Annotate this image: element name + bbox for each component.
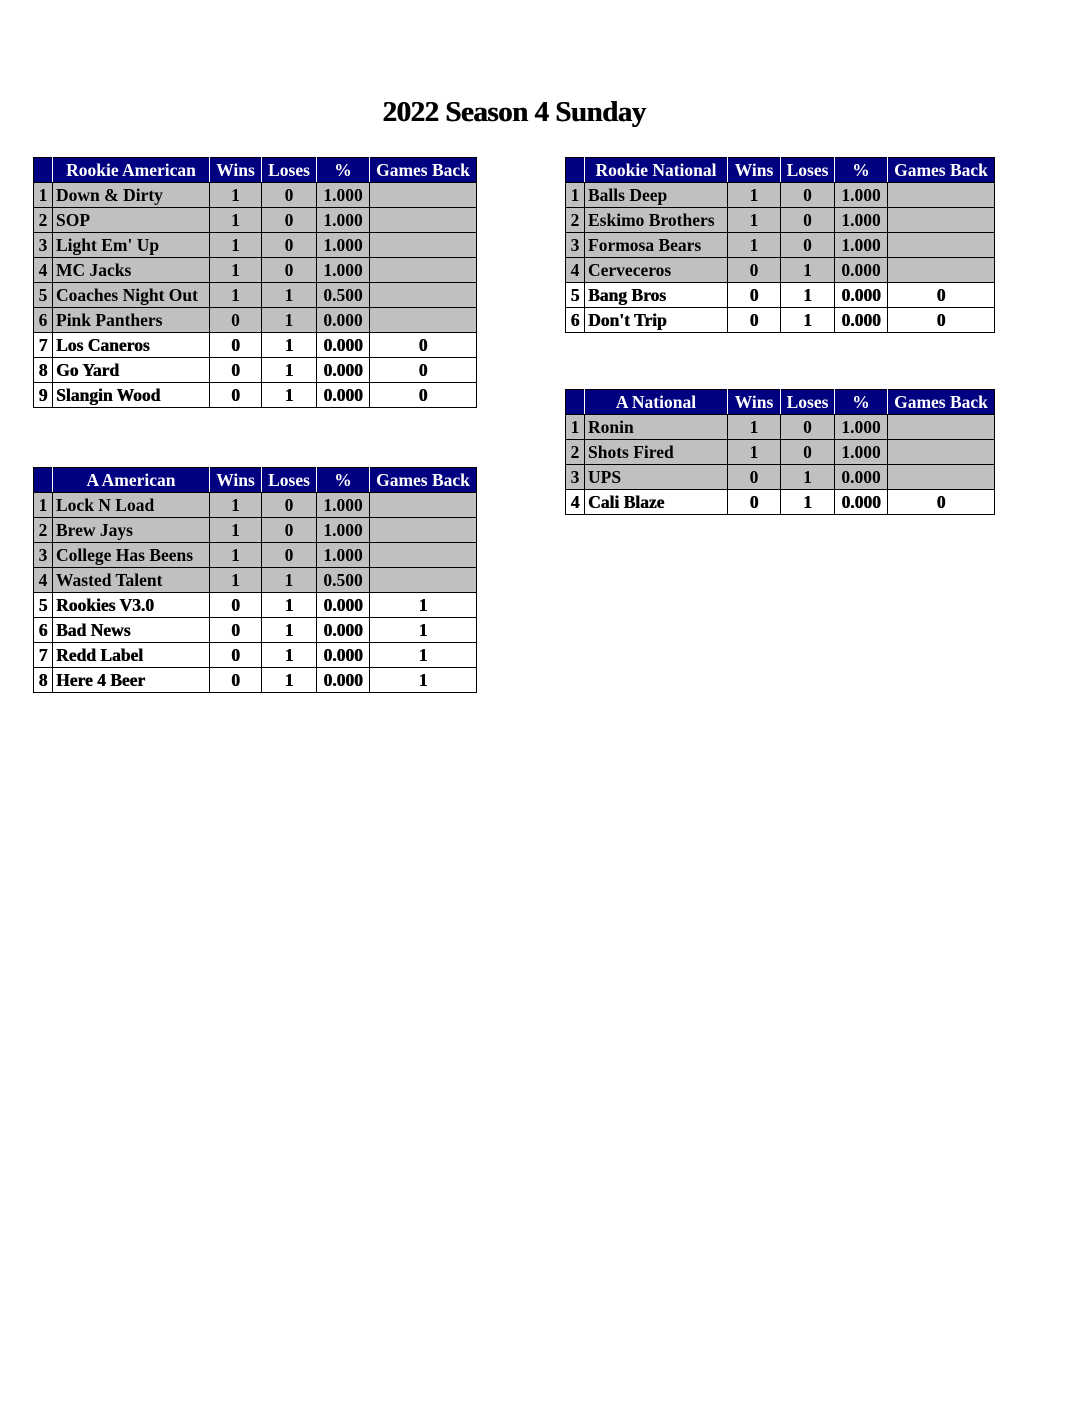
loses-cell: 1 [262, 333, 317, 358]
loses-cell: 0 [262, 258, 317, 283]
table-row [566, 465, 995, 490]
pct-header: % [835, 158, 888, 183]
rank-cell: 1 [34, 493, 53, 518]
rank-cell: 1 [566, 183, 585, 208]
games-back-header: Games Back [370, 158, 477, 183]
pct-cell: 1.000 [317, 518, 370, 543]
loses-cell: 1 [781, 490, 835, 515]
table-row [34, 593, 477, 618]
team-name: College Has Beens [53, 543, 210, 568]
loses-cell: 1 [262, 668, 317, 693]
table-row [34, 258, 477, 283]
loses-cell: 1 [781, 465, 835, 490]
loses-cell: 1 [781, 283, 835, 308]
games-back-cell [370, 258, 477, 283]
wins-cell: 1 [210, 183, 262, 208]
games-back-cell: 0 [370, 358, 477, 383]
table-row [34, 283, 477, 308]
wins-header: Wins [210, 158, 262, 183]
team-name: Wasted Talent [53, 568, 210, 593]
rank-cell: 6 [566, 308, 585, 333]
table-row [34, 208, 477, 233]
games-back-cell: 0 [888, 308, 995, 333]
wins-cell: 1 [210, 208, 262, 233]
rank-cell: 1 [34, 183, 53, 208]
rank-header [34, 468, 53, 493]
loses-header: Loses [781, 390, 835, 415]
loses-cell: 0 [262, 493, 317, 518]
loses-header: Loses [262, 158, 317, 183]
table-row [34, 543, 477, 568]
rank-cell: 8 [34, 668, 53, 693]
loses-cell: 0 [781, 208, 835, 233]
rank-cell: 2 [566, 440, 585, 465]
pct-cell: 0.000 [835, 283, 888, 308]
table-row [566, 208, 995, 233]
wins-cell: 0 [210, 358, 262, 383]
loses-cell: 1 [262, 358, 317, 383]
wins-cell: 0 [728, 465, 781, 490]
games-back-cell [370, 543, 477, 568]
rank-cell: 3 [566, 465, 585, 490]
division-name: Rookie National [585, 158, 728, 183]
table-row [566, 490, 995, 515]
table-row [34, 568, 477, 593]
games-back-cell [370, 518, 477, 543]
team-name: Here 4 Beer [53, 668, 210, 693]
loses-cell: 1 [262, 593, 317, 618]
table-header-row [34, 468, 477, 493]
pct-cell: 0.000 [835, 490, 888, 515]
division-name: A American [53, 468, 210, 493]
wins-cell: 1 [210, 283, 262, 308]
wins-cell: 0 [210, 618, 262, 643]
rank-cell: 6 [34, 618, 53, 643]
team-name: Slangin Wood [53, 383, 210, 408]
team-name: Light Em' Up [53, 233, 210, 258]
pct-cell: 0.000 [317, 668, 370, 693]
table-row [566, 233, 995, 258]
loses-cell: 0 [262, 518, 317, 543]
table-row [566, 440, 995, 465]
pct-cell: 0.000 [317, 643, 370, 668]
pct-cell: 1.000 [835, 208, 888, 233]
page-title: 2022 Season 4 Sunday [382, 96, 646, 128]
pct-cell: 0.000 [317, 333, 370, 358]
games-back-cell [370, 233, 477, 258]
wins-cell: 0 [210, 593, 262, 618]
games-back-cell [888, 208, 995, 233]
wins-cell: 0 [210, 308, 262, 333]
team-name: Eskimo Brothers [585, 208, 728, 233]
games-back-cell [370, 183, 477, 208]
wins-cell: 1 [210, 518, 262, 543]
rank-cell: 3 [34, 233, 53, 258]
pct-cell: 0.000 [317, 618, 370, 643]
games-back-cell [370, 208, 477, 233]
pct-cell: 0.000 [835, 258, 888, 283]
games-back-cell [888, 233, 995, 258]
loses-cell: 1 [262, 618, 317, 643]
games-back-cell: 1 [370, 593, 477, 618]
games-back-cell [888, 183, 995, 208]
rank-cell: 9 [34, 383, 53, 408]
rank-cell: 5 [34, 283, 53, 308]
pct-cell: 1.000 [317, 258, 370, 283]
loses-cell: 0 [781, 183, 835, 208]
games-back-cell: 0 [370, 333, 477, 358]
loses-cell: 1 [262, 283, 317, 308]
team-name: Cali Blaze [585, 490, 728, 515]
pct-cell: 0.000 [317, 308, 370, 333]
pct-cell: 1.000 [835, 440, 888, 465]
wins-cell: 1 [210, 543, 262, 568]
team-name: Rookies V3.0 [53, 593, 210, 618]
team-name: Don't Trip [585, 308, 728, 333]
pct-cell: 0.500 [317, 568, 370, 593]
table-header-row [566, 390, 995, 415]
table-row [566, 183, 995, 208]
table-row [34, 308, 477, 333]
loses-cell: 1 [781, 258, 835, 283]
table-row [34, 383, 477, 408]
games-back-cell [888, 258, 995, 283]
wins-cell: 1 [728, 440, 781, 465]
games-back-cell [370, 568, 477, 593]
table-row [566, 415, 995, 440]
rank-cell: 5 [566, 283, 585, 308]
pct-cell: 1.000 [317, 493, 370, 518]
team-name: Cerveceros [585, 258, 728, 283]
team-name: MC Jacks [53, 258, 210, 283]
team-name: Los Caneros [53, 333, 210, 358]
team-name: Balls Deep [585, 183, 728, 208]
wins-cell: 1 [728, 208, 781, 233]
table-row [566, 308, 995, 333]
wins-cell: 1 [728, 183, 781, 208]
pct-cell: 0.000 [317, 383, 370, 408]
table-row [34, 493, 477, 518]
team-name: Bang Bros [585, 283, 728, 308]
loses-cell: 0 [262, 233, 317, 258]
games-back-header: Games Back [888, 158, 995, 183]
pct-cell: 0.000 [317, 593, 370, 618]
loses-cell: 0 [781, 415, 835, 440]
pct-cell: 1.000 [317, 183, 370, 208]
loses-cell: 0 [781, 233, 835, 258]
table-row [566, 283, 995, 308]
rank-cell: 4 [34, 568, 53, 593]
games-back-cell [888, 440, 995, 465]
table-row [34, 333, 477, 358]
games-back-cell [370, 493, 477, 518]
rank-cell: 2 [34, 518, 53, 543]
wins-header: Wins [210, 468, 262, 493]
loses-cell: 1 [262, 383, 317, 408]
wins-cell: 1 [728, 233, 781, 258]
rank-cell: 3 [566, 233, 585, 258]
pct-cell: 1.000 [835, 415, 888, 440]
loses-header: Loses [262, 468, 317, 493]
table-row [34, 183, 477, 208]
games-back-cell [370, 308, 477, 333]
pct-cell: 1.000 [317, 208, 370, 233]
table-row [566, 258, 995, 283]
games-back-cell [888, 465, 995, 490]
wins-cell: 0 [728, 308, 781, 333]
pct-cell: 0.000 [317, 358, 370, 383]
a-national-table [565, 389, 995, 515]
team-name: Coaches Night Out [53, 283, 210, 308]
games-back-cell: 0 [888, 490, 995, 515]
table-row [34, 518, 477, 543]
pct-header: % [317, 158, 370, 183]
pct-cell: 1.000 [317, 543, 370, 568]
table-header-row [566, 158, 995, 183]
rank-cell: 1 [566, 415, 585, 440]
loses-cell: 0 [781, 440, 835, 465]
wins-cell: 1 [728, 415, 781, 440]
team-name: SOP [53, 208, 210, 233]
division-name: Rookie American [53, 158, 210, 183]
rank-cell: 7 [34, 333, 53, 358]
table-header-row [34, 158, 477, 183]
wins-cell: 1 [210, 233, 262, 258]
loses-cell: 1 [781, 308, 835, 333]
team-name: Pink Panthers [53, 308, 210, 333]
loses-cell: 0 [262, 543, 317, 568]
rank-cell: 4 [34, 258, 53, 283]
loses-header: Loses [781, 158, 835, 183]
table-row [34, 358, 477, 383]
rookie-american-table [33, 157, 477, 408]
a-american-table [33, 467, 477, 693]
team-name: Redd Label [53, 643, 210, 668]
pct-cell: 1.000 [835, 233, 888, 258]
loses-cell: 1 [262, 308, 317, 333]
games-back-cell: 1 [370, 643, 477, 668]
pct-cell: 0.500 [317, 283, 370, 308]
pct-header: % [835, 390, 888, 415]
table-row [34, 233, 477, 258]
games-back-header: Games Back [888, 390, 995, 415]
table-row [34, 618, 477, 643]
team-name: Formosa Bears [585, 233, 728, 258]
team-name: Shots Fired [585, 440, 728, 465]
loses-cell: 0 [262, 208, 317, 233]
team-name: Lock N Load [53, 493, 210, 518]
rank-cell: 6 [34, 308, 53, 333]
loses-cell: 0 [262, 183, 317, 208]
rank-cell: 7 [34, 643, 53, 668]
pct-cell: 0.000 [835, 465, 888, 490]
team-name: Go Yard [53, 358, 210, 383]
games-back-cell: 1 [370, 668, 477, 693]
wins-cell: 0 [728, 283, 781, 308]
games-back-header: Games Back [370, 468, 477, 493]
loses-cell: 1 [262, 643, 317, 668]
games-back-cell: 0 [888, 283, 995, 308]
rookie-national-table [565, 157, 995, 333]
wins-cell: 0 [210, 383, 262, 408]
games-back-cell: 1 [370, 618, 477, 643]
wins-cell: 1 [210, 568, 262, 593]
pct-cell: 0.000 [835, 308, 888, 333]
team-name: Brew Jays [53, 518, 210, 543]
pct-cell: 1.000 [835, 183, 888, 208]
pct-header: % [317, 468, 370, 493]
wins-cell: 0 [210, 668, 262, 693]
wins-header: Wins [728, 158, 781, 183]
games-back-cell: 0 [370, 383, 477, 408]
games-back-cell [888, 415, 995, 440]
team-name: UPS [585, 465, 728, 490]
rank-cell: 3 [34, 543, 53, 568]
rank-cell: 4 [566, 258, 585, 283]
pct-cell: 1.000 [317, 233, 370, 258]
rank-cell: 8 [34, 358, 53, 383]
wins-cell: 0 [728, 258, 781, 283]
rank-cell: 2 [566, 208, 585, 233]
wins-cell: 1 [210, 258, 262, 283]
table-row [34, 643, 477, 668]
wins-cell: 0 [728, 490, 781, 515]
rank-header [34, 158, 53, 183]
rank-header [566, 158, 585, 183]
wins-cell: 0 [210, 333, 262, 358]
team-name: Bad News [53, 618, 210, 643]
rank-cell: 4 [566, 490, 585, 515]
team-name: Ronin [585, 415, 728, 440]
rank-cell: 2 [34, 208, 53, 233]
wins-cell: 1 [210, 493, 262, 518]
games-back-cell [370, 283, 477, 308]
table-row [34, 668, 477, 693]
wins-cell: 0 [210, 643, 262, 668]
wins-header: Wins [728, 390, 781, 415]
loses-cell: 1 [262, 568, 317, 593]
team-name: Down & Dirty [53, 183, 210, 208]
rank-cell: 5 [34, 593, 53, 618]
division-name: A National [585, 390, 728, 415]
rank-header [566, 390, 585, 415]
